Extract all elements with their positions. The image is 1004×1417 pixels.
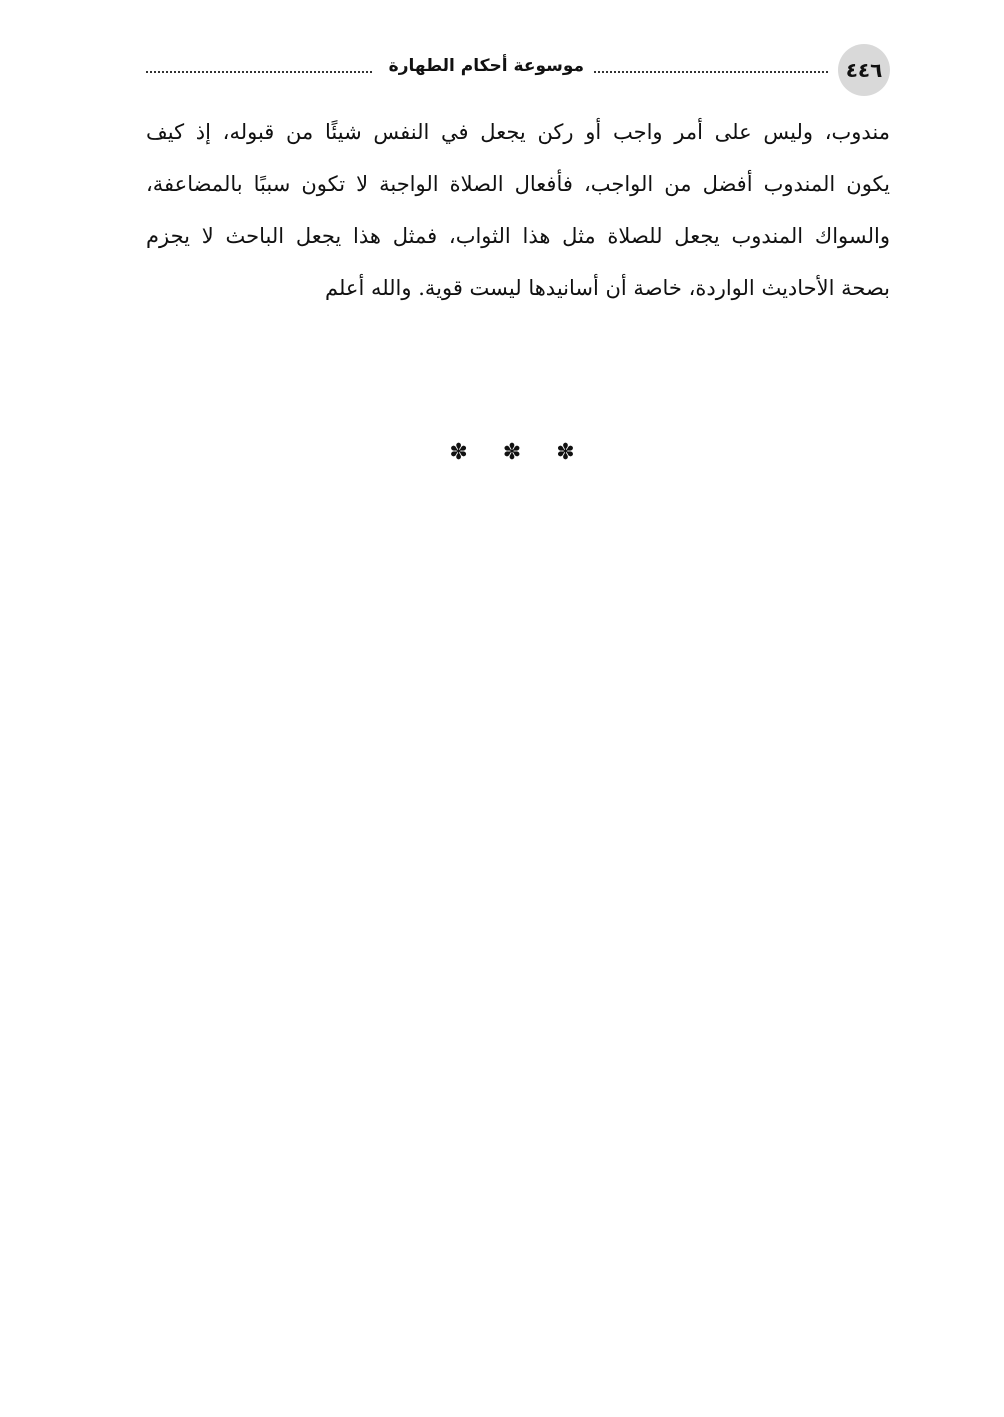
page-number: ٤٤٦ [838, 44, 890, 96]
text-line: مندوب، وليس على أمر واجب أو ركن يجعل في النفس شيئًا من قبوله، إذ كيف [146, 120, 890, 144]
page-header [146, 44, 890, 96]
flower-ornament-icon: ✽ [502, 440, 532, 465]
flower-ornament-icon: ✽ [449, 440, 478, 465]
running-title: موسوعة أحكام الطهارة [388, 56, 584, 76]
section-separator [0, 440, 1004, 465]
body-paragraph [146, 106, 890, 314]
text-line: بصحة الأحاديث الواردة، خاصة أن أسانيدها ليست قوية. والله أعلم [324, 276, 890, 300]
header-dotted-rule-left [146, 71, 372, 73]
text-line: والسواك المندوب يجعل للصلاة مثل هذا الثواب، فمثل هذا يجعل الباحث لا يجزم [146, 224, 890, 248]
header-dotted-rule-right [594, 71, 828, 73]
text-line: يكون المندوب أفضل من الواجب، فأفعال الصلاة الواجبة لا تكون سببًا بالمضاعفة، [146, 172, 890, 196]
flower-ornament-icon: ✽ [556, 440, 585, 465]
